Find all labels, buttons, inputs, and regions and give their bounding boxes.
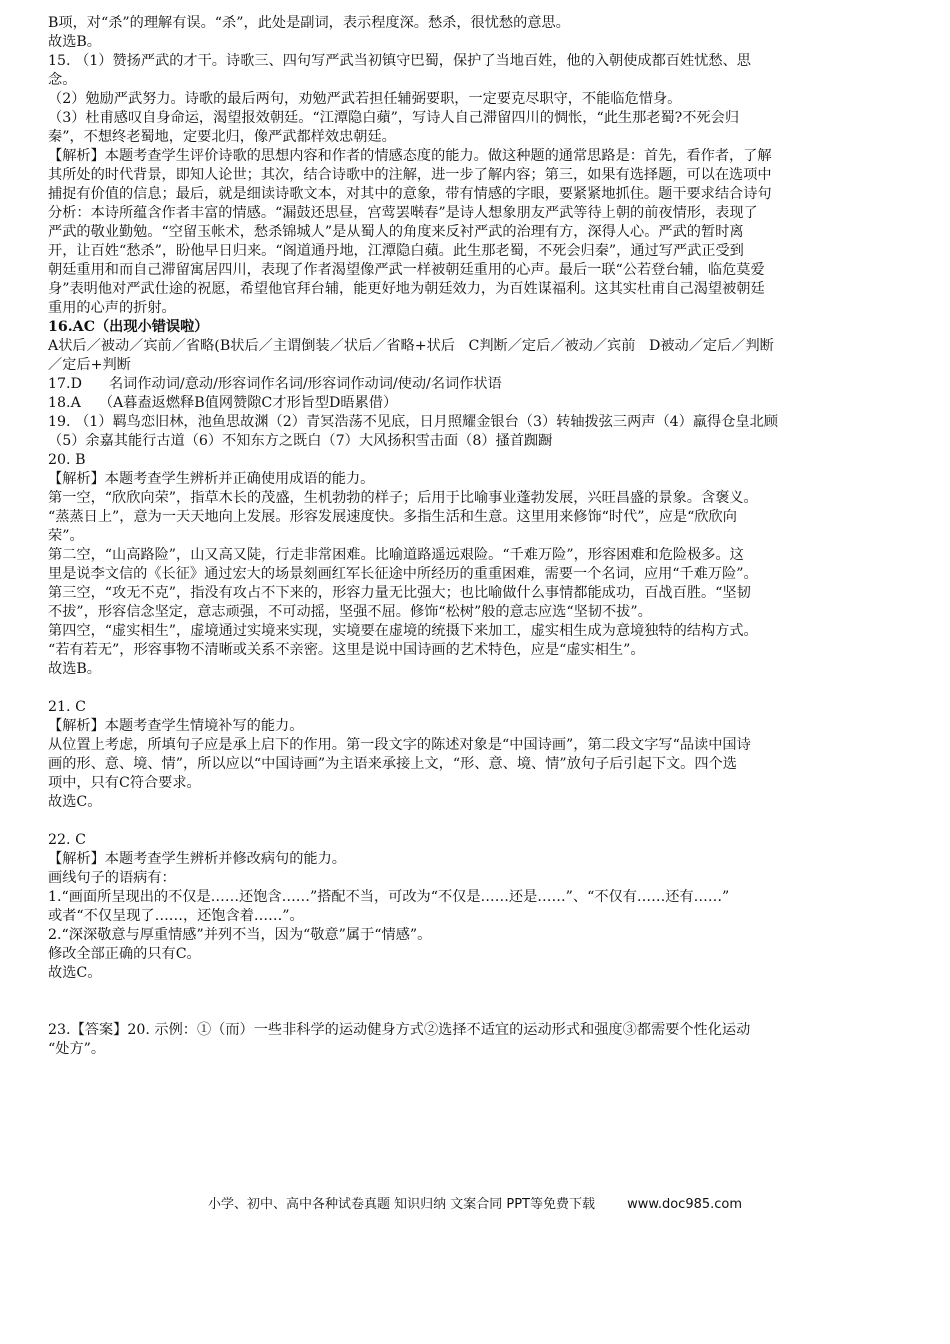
text-line: 画线句子的语病有： — [48, 870, 176, 886]
text-line: 捕捉有价值的信息；最后，就是细读诗歌文本，对其中的意象，带有情感的字眼，要紧紧地抓住。题干要求结合诗句 — [48, 186, 772, 202]
text-line: B项，对“杀”的理解有误。“杀”，此处是副词，表示程度深。愁杀，很忧愁的意思。 — [48, 15, 570, 31]
spacer — [48, 812, 908, 831]
text-line: 第二空，“山高路险”，山又高又陡，行走非常困难。比喻道路遥远艰险。“千难万险”，形容困难和危险极多。这 — [48, 547, 744, 563]
text-line: 2.“深深敬意与厚重情感”并列不当，因为“敬意”属于“情感”。 — [48, 927, 432, 943]
text-line: 19. （1）羁鸟恋旧林，池鱼思故渊（2）青冥浩荡不见底，日月照耀金银台（3）转轴拨弦三两声（4）羸得仓皇北顾 — [48, 414, 778, 430]
spacer — [48, 983, 908, 1021]
footer-text: 小学、初中、高中各种试卷真题 知识归纳 文案合同 PPT等免费下载 — [207, 1197, 595, 1212]
text-line: 第一空，“欣欣向荣”，指草木长的茂盛，生机勃勃的样子；后用于比喻事业蓬勃发展，兴旺昌盛的景象。含褒义。 — [48, 490, 758, 506]
text-line: 荣”。 — [48, 528, 84, 544]
text-line: 其所处的时代背景，即知人论世；其次，结合诗歌中的注解，进一步了解内容；第三，如果有选择题，可以在选项中 — [48, 167, 772, 183]
text-line: 身”表明他对严武仕途的祝愿，希望他官拜台辅，能更好地为朝廷效力，为百姓谋福利。这其实杜甫自己渴望被朝廷 — [48, 281, 765, 297]
text-line: “蒸蒸日上”，意为一天天地向上发展。形容发展速度快。多指生活和生意。这里用来修饰“时代”，应是“欣欣向 — [48, 509, 737, 525]
question-16-heading: 16.AC（出现小错误啦） — [48, 319, 209, 335]
text-line: 分析：本诗所蕴含作者丰富的情感。“漏鼓还思昼，宫莺罢啭春”是诗人想象朋友严武等待上朝的前夜情形，表现了 — [48, 205, 758, 221]
text-line: 故选B。 — [48, 34, 101, 50]
section-14-15 — [48, 14, 908, 318]
text-line: 或者“不仅呈现了……，还饱含着……”。 — [48, 908, 304, 924]
text-line: （3）杜甫感叹自身命运，渴望报效朝廷。“江潭隐白蘋”，写诗人自己滞留四川的惆怅，“此生那老蜀?不死会归 — [48, 110, 740, 126]
text-line: 重用的心声的折射。 — [48, 300, 176, 316]
spacer — [48, 679, 908, 698]
text-line: 朝廷重用和而自己滞留寓居四川，表现了作者渴望像严武一样被朝廷重用的心声。最后一联“公若登台辅，临危莫爱 — [48, 262, 765, 278]
answer-document — [48, 14, 908, 1059]
text-line: 【解析】本题考查学生情境补写的能力。 — [48, 718, 304, 734]
text-line: 【解析】本题考查学生辨析并修改病句的能力。 — [48, 851, 346, 867]
text-line: 【解析】本题考查学生评价诗歌的思想内容和作者的情感态度的能力。做这种题的通常思路是：首先，看作者，了解 — [48, 148, 772, 164]
text-line: 15. （1）赞扬严武的才干。诗歌三、四句写严武当初镇守巴蜀，保护了当地百姓，他的入朝使成都百姓忧愁、思 — [48, 53, 751, 69]
text-line: 18.A （A暮盍返燃释B值网赞隙C才形旨型D晤累借） — [48, 395, 398, 411]
text-line: （5）余嘉其能行古道（6）不知东方之既白（7）大风扬积雪击面（8）搔首踟蹰 — [48, 433, 553, 449]
text-line: 故选B。 — [48, 661, 101, 677]
text-line: “处方”。 — [48, 1041, 106, 1057]
text-line: 念。 — [48, 72, 77, 88]
text-line: “若有若无”，形容事物不清晰或关系不亲密。这里是说中国诗画的艺术特色，应是“虚实相生”。 — [48, 642, 645, 658]
text-line: 里是说李文信的《长征》通过宏大的场景刻画红军长征途中所经历的重重困难，需要一个名词，应用“千难万险”。 — [48, 566, 758, 582]
text-line: 修改全部正确的只有C。 — [48, 946, 201, 962]
text-line: 不拔”，形容信念坚定，意志顽强，不可动摇，坚强不屈。修饰“松树”般的意志应选“坚韧不拔”。 — [48, 604, 652, 620]
text-line: 第四空，“虚实相生”，虚境通过实境来实现，实境要在虚境的统摄下来加工，虚实相生成为意境独特的结构方式。 — [48, 623, 758, 639]
text-line: 1.“画面所呈现出的不仅是……还饱含……”搭配不当，可改为“不仅是……还是……”、“不仅有……还有……” — [48, 889, 730, 905]
text-line: 开，让百姓“愁杀”，盼他早日归来。“阁道通丹地，江潭隐白蘋。此生那老蜀，不死会归秦”，通过写严武正受到 — [48, 243, 744, 259]
section-23 — [48, 1021, 908, 1059]
text-line: （2）勉励严武努力。诗歌的最后两句，劝勉严武若担任辅弼要职，一定要克尽职守，不能临危惜身。 — [48, 91, 682, 107]
section-16-20 — [48, 337, 908, 679]
text-line: 秦”，不想终老蜀地，定要北归，像严武都样效忠朝廷。 — [48, 129, 396, 145]
text-line: 项中，只有C符合要求。 — [48, 775, 201, 791]
page-footer — [0, 1193, 950, 1212]
text-line: 严武的敬业勤勉。“空留玉帐术，愁杀锦城人”是从蜀人的角度来反衬严武的治理有方，深得人心。严武的暂时离 — [48, 224, 744, 240]
text-line: 17.D 名词作动词/意动/形容词作名词/形容词作动词/使动/名词作状语 — [48, 376, 502, 392]
text-line: A状后／被动／宾前／省略(B状后／主谓倒装／状后／省略+状后 C判断／定后／被动／宾前 D被动／定后／判断 — [48, 338, 774, 354]
section-21 — [48, 698, 908, 812]
text-line: 22. C — [48, 832, 86, 848]
text-line: 【解析】本题考查学生辨析并正确使用成语的能力。 — [48, 471, 375, 487]
text-line: 23.【答案】20. 示例：①（而）一些非科学的运动健身方式②选择不适宜的运动形式和强度③都需要个性化运动 — [48, 1022, 751, 1038]
text-line: 故选C。 — [48, 965, 102, 981]
text-line: ／定后+判断 — [48, 357, 131, 373]
text-line: 画的形、意、境、情”，所以应以“中国诗画”为主语来承接上文，“形、意、境、情”放句子后引起下文。四个选 — [48, 756, 737, 772]
text-line: 21. C — [48, 699, 86, 715]
text-line: 20. B — [48, 452, 86, 468]
footer-url-link[interactable]: www.doc985.com — [627, 1197, 743, 1212]
text-line: 故选C。 — [48, 794, 102, 810]
text-line: 第三空，“攻无不克”，指没有攻占不下来的，形容力量无比强大；也比喻做什么事情都能成功，百战百胜。“坚韧 — [48, 585, 751, 601]
section-22 — [48, 831, 908, 983]
text-line: 从位置上考虑，所填句子应是承上启下的作用。第一段文字的陈述对象是“中国诗画”，第二段文字写“品读中国诗 — [48, 737, 751, 753]
